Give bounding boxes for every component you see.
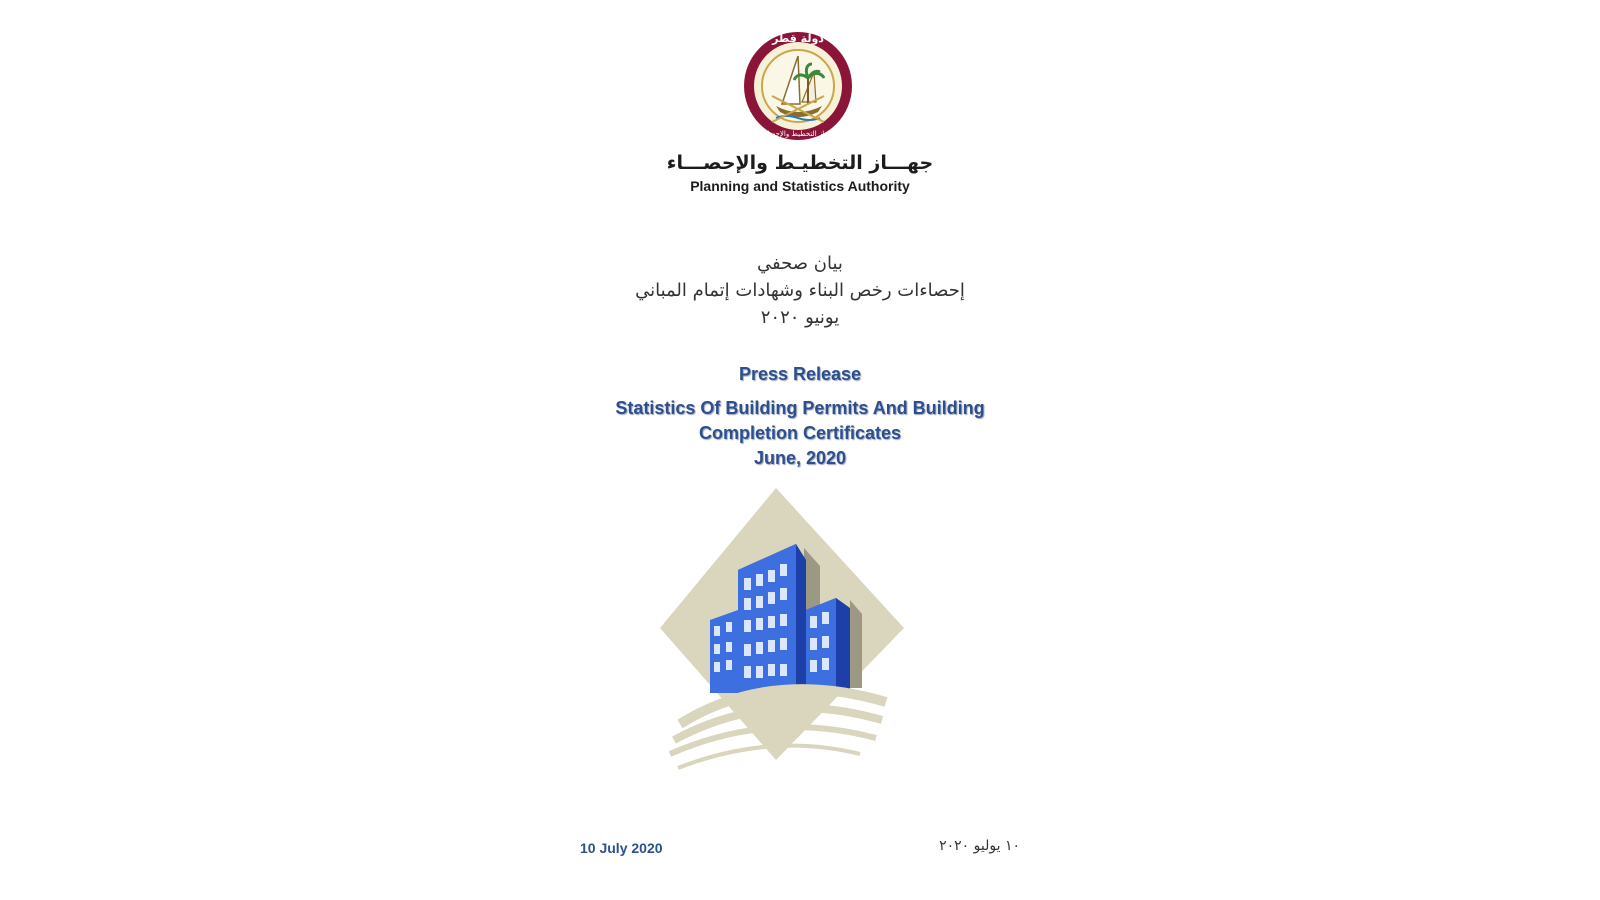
tall-building	[738, 544, 806, 693]
organization-name-english: Planning and Statistics Authority	[690, 178, 910, 194]
arabic-report-title: إحصاءات رخص البناء وشهادات إتمام المباني	[635, 280, 965, 301]
release-date-english: 10 July 2020	[580, 840, 663, 856]
emblem-ring-text: دولة قطر	[772, 32, 824, 45]
report-title-line1: Statistics Of Building Permits And Building	[615, 398, 985, 418]
report-title-line2: Completion Certificates	[698, 423, 902, 443]
qatar-emblem-logo	[742, 26, 854, 150]
report-period: June, 2020	[753, 448, 847, 468]
release-date-arabic: ١٠ يوليو ٢٠٢٠	[939, 838, 1020, 854]
right-building	[806, 598, 850, 693]
press-release-label: Press Release	[738, 364, 862, 384]
arabic-title-block	[560, 250, 1040, 331]
organization-name-arabic: جهـــاز التخطيـط والإحصـــاء	[666, 152, 934, 174]
left-building	[710, 610, 738, 693]
arabic-report-period: يونيو ٢٠٢٠	[760, 307, 840, 328]
emblem-lower-ring-text: جهاز التخطيط والإحصاء	[764, 130, 832, 138]
arabic-press-release-label: بيان صحفي	[757, 253, 843, 274]
buildings-illustration	[660, 488, 920, 778]
